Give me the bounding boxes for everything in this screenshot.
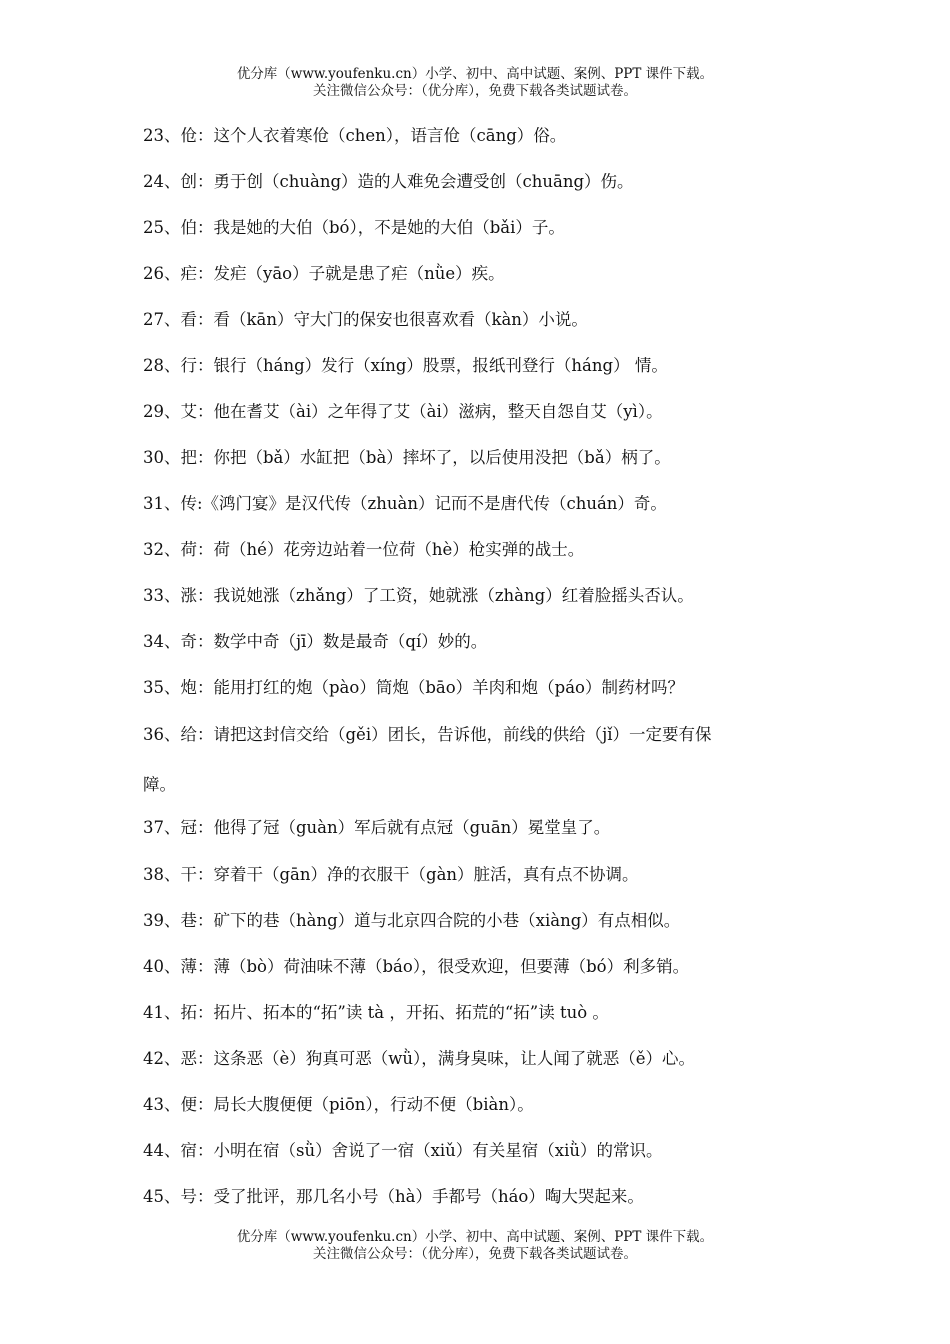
page-footer: [0, 1229, 950, 1263]
entry-36-continued: 障。: [143, 775, 176, 794]
entry-30: 30、把：你把（bǎ）水缸把（bà）摔坏了，以后使用没把（bǎ）柄了。: [143, 448, 671, 467]
entry-45: 45、号：受了批评，那几名小号（hà）手都号（háo）啕大哭起来。: [143, 1187, 644, 1206]
entry-25: 25、伯：我是她的大伯（bó），不是她的大伯（bǎi）子。: [143, 218, 565, 237]
entry-31: 31、传:《鸿门宴》是汉代传（zhuàn）记而不是唐代传（chuán）奇。: [143, 494, 667, 513]
entry-28: 28、行：银行（háng）发行（xíng）股票，报纸刊登行（háng） 情。: [143, 356, 668, 375]
entry-43: 43、便：局长大腹便便（piōn），行动不便（biàn）。: [143, 1095, 534, 1114]
entry-39: 39、巷：矿下的巷（hàng）道与北京四合院的小巷（xiàng）有点相似。: [143, 911, 681, 930]
entry-27: 27、看：看（kān）守大门的保安也很喜欢看（kàn）小说。: [143, 310, 588, 329]
entry-38: 38、干：穿着干（gān）净的衣服干（gàn）脏活，真有点不协调。: [143, 865, 639, 884]
entry-40: 40、薄：薄（bò）荷油味不薄（báo），很受欢迎，但要薄（bó）利多销。: [143, 957, 690, 976]
entry-35: 35、炮：能用打红的炮（pào）筒炮（bāo）羊肉和炮（páo）制药材吗？: [143, 678, 684, 697]
header-line-2: 关注微信公众号：（优分库），免费下载各类试题试卷。: [313, 83, 637, 99]
header-line-1: 优分库（www.youfenku.cn）小学、初中、高中试题、案例、PPT 课件下载。: [236, 66, 714, 82]
footer-line-2: 关注微信公众号：（优分库），免费下载各类试题试卷。: [313, 1246, 637, 1262]
entry-23: 23、伧：这个人衣着寒伧（chen），语言伧（cāng）俗。: [143, 126, 567, 145]
entry-26: 26、疟：发疟（yāo）子就是患了疟（nǜe）疾。: [143, 264, 505, 283]
entry-41: 41、拓：拓片、拓本的“拓”读 tà ，开拓、拓荒的“拓”读 tuò 。: [143, 1003, 609, 1022]
entry-32: 32、荷：荷（hé）花旁边站着一位荷（hè）枪实弹的战士。: [143, 540, 585, 559]
footer-line-1: 优分库（www.youfenku.cn）小学、初中、高中试题、案例、PPT 课件下载。: [236, 1229, 714, 1245]
entry-37: 37、冠：他得了冠（guàn）军后就有点冠（guān）冕堂皇了。: [143, 818, 611, 837]
entry-24: 24、创：勇于创（chuàng）造的人难免会遭受创（chuāng）伤。: [143, 172, 634, 191]
entry-44: 44、宿：小明在宿（sǜ）舍说了一宿（xiǔ）有关星宿（xiǜ）的常识。: [143, 1141, 663, 1160]
entry-29: 29、艾：他在耆艾（ài）之年得了艾（ài）滋病，整天自怨自艾（yì）。: [143, 402, 663, 421]
entry-34: 34、奇：数学中奇（jī）数是最奇（qí）妙的。: [143, 632, 488, 651]
entry-36: 36、给：请把这封信交给（gěi）团长，告诉他，前线的供给（jǐ）一定要有保: [143, 725, 712, 744]
entry-33: 33、涨：我说她涨（zhǎng）了工资，她就涨（zhàng）红着脸摇头否认。: [143, 586, 694, 605]
entry-42: 42、恶：这条恶（è）狗真可恶（wǜ），满身臭味，让人闻了就恶（ě）心。: [143, 1049, 696, 1068]
